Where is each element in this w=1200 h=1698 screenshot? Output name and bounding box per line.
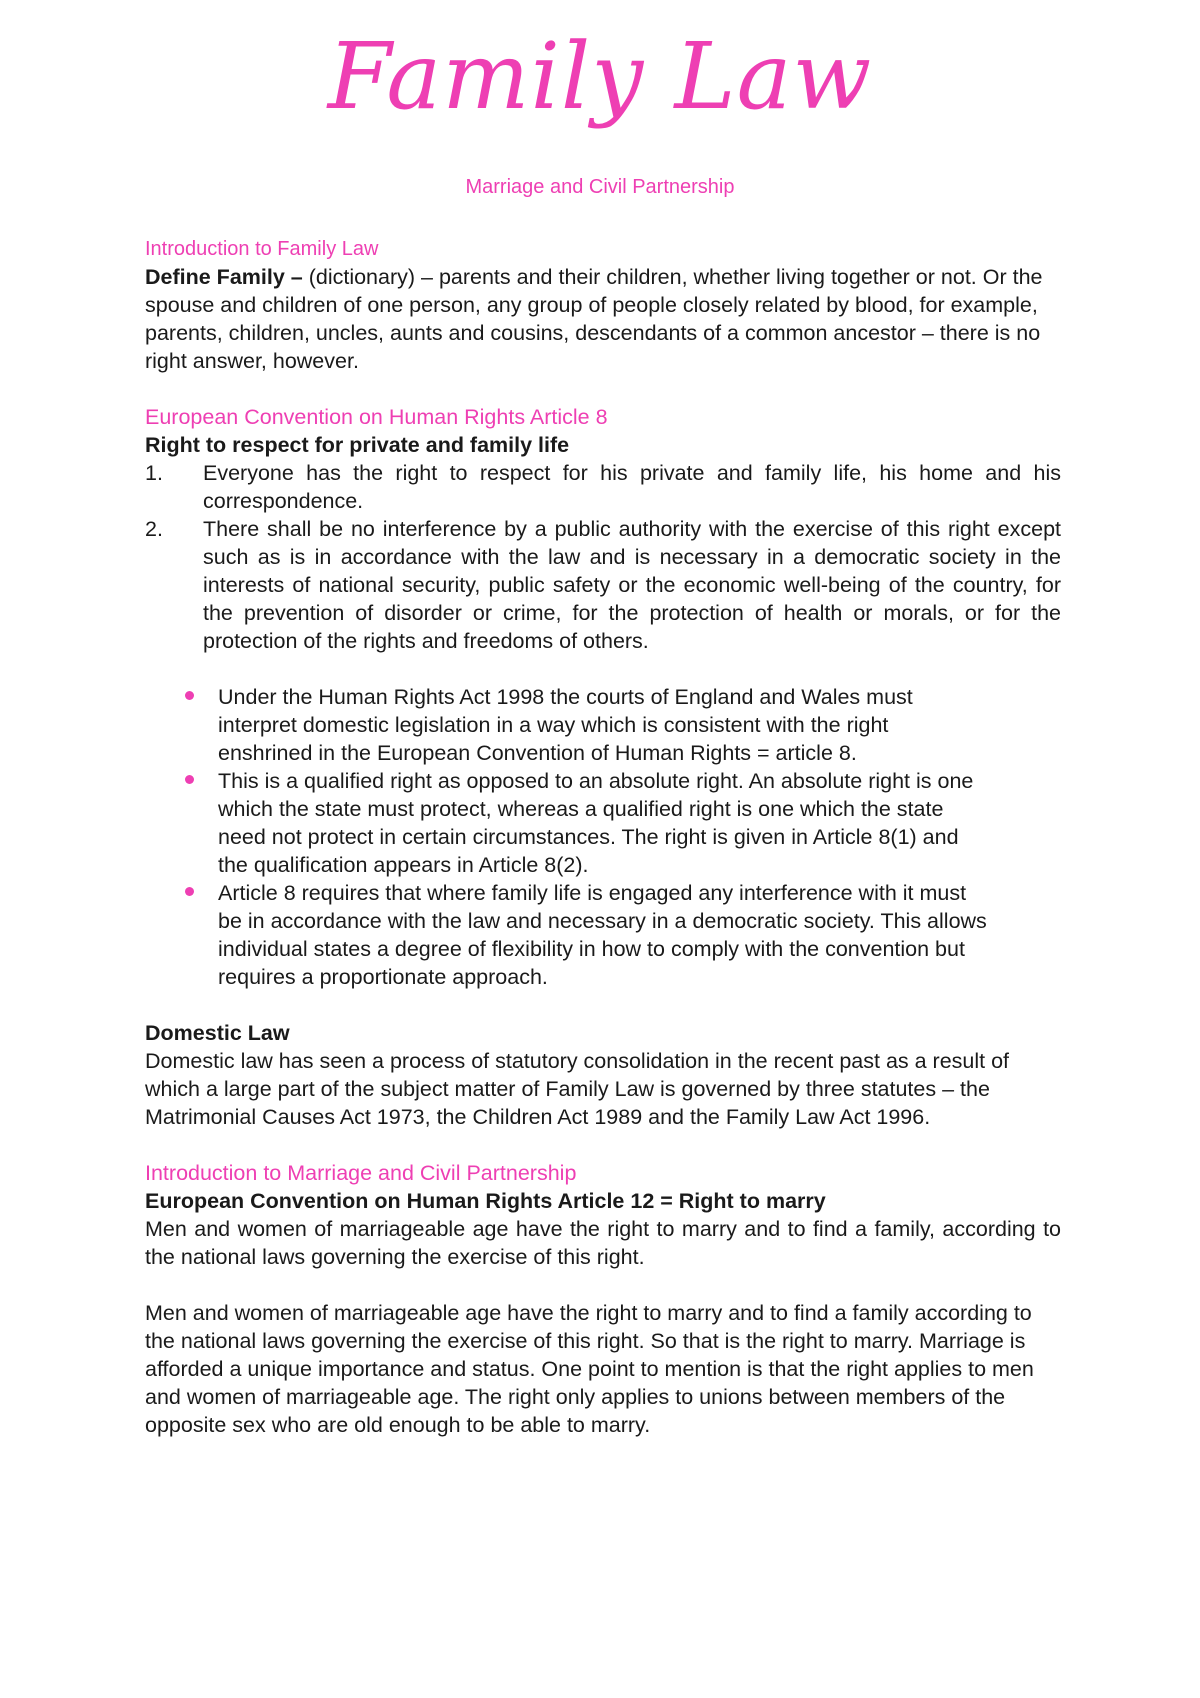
bullet-item [145,879,988,991]
section-heading-intro: Introduction to Family Law [145,238,379,260]
echr8-bullet-list [145,683,1061,991]
list-item-text: Everyone has the right to respect for his private and family life, his home and his correspondence. [203,461,1061,513]
section-heading-domestic: Domestic Law [145,1021,290,1045]
bullet-text: Article 8 requires that where family life is engaged any interference with it must be in accordance with the law and necessary in a democratic society. This allows individual states a degree of flexibility in how to comply with the convention but requires a proportionate approach. [218,881,987,989]
define-family-paragraph [145,263,1061,375]
marriage-commentary-paragraph: Men and women of marriageable age have the right to marry and to find a family according to the national laws governing the exercise of this right. So that is the right to marry. Marriage is afforded a unique importance and status. One point to mention is that the right applies to men and women of marriageable age. The right only applies to unions between members of the opposite sex who are old enough to be able to marry. [145,1301,1034,1437]
list-item-number: 1. [145,461,163,485]
echr12-subheading: European Convention on Human Rights Article 12 = Right to marry [145,1189,826,1213]
list-item-text: There shall be no interference by a public authority with the exercise of this right except such as is in accordance with the law and is necessary in a democratic society in the interests of national security, public safety or the economic well-being of the country, for the prevention of disorder or crime, for the protection of health or morals, or for the protection of the rights and freedoms of others. [203,517,1061,653]
echr8-subheading: Right to respect for private and family life [145,433,570,457]
echr12-article-text: Men and women of marriageable age have the right to marry and to find a family, according to the national laws governing the exercise of this right. [145,1217,1061,1269]
document-title: Family Law [327,23,873,130]
section-heading-echr8: European Convention on Human Rights Article 8 [145,405,608,429]
define-family-label: Define Family – [145,265,303,289]
bullet-icon [185,775,194,784]
define-family-text: (dictionary) – parents and their children, whether living together or not. Or the spouse and children of one person, any group of people closely related by blood, for example, parents, children, uncles, aunts and cousins, descendants of a common ancestor – there is no right answer, however. [145,265,1043,373]
bullet-item [145,683,988,767]
document-subtitle: Marriage and Civil Partnership [465,176,735,198]
document-body [145,235,1061,1439]
list-item [145,515,1061,655]
list-item-number: 2. [145,517,163,541]
section-heading-marriage: Introduction to Marriage and Civil Partnership [145,1161,577,1185]
bullet-text: This is a qualified right as opposed to an absolute right. An absolute right is one which the state must protect, whereas a qualified right is one which the state need not protect in certain circumstances. The right is given in Article 8(1) and the qualification appears in Article 8(2). [218,769,974,877]
echr8-numbered-list [145,459,1061,655]
bullet-icon [185,887,194,896]
list-item [145,459,1061,515]
bullet-item [145,767,988,879]
domestic-law-paragraph: Domestic law has seen a process of statutory consolidation in the recent past as a result of which a large part of the subject matter of Family Law is governed by three statutes – the Matrimonial Causes Act 1973, the Children Act 1989 and the Family Law Act 1996. [145,1049,1010,1129]
bullet-icon [185,691,194,700]
bullet-text: Under the Human Rights Act 1998 the courts of England and Wales must interpret domestic legislation in a way which is consistent with the right enshrined in the European Convention of Human Rights = article 8. [218,685,913,765]
